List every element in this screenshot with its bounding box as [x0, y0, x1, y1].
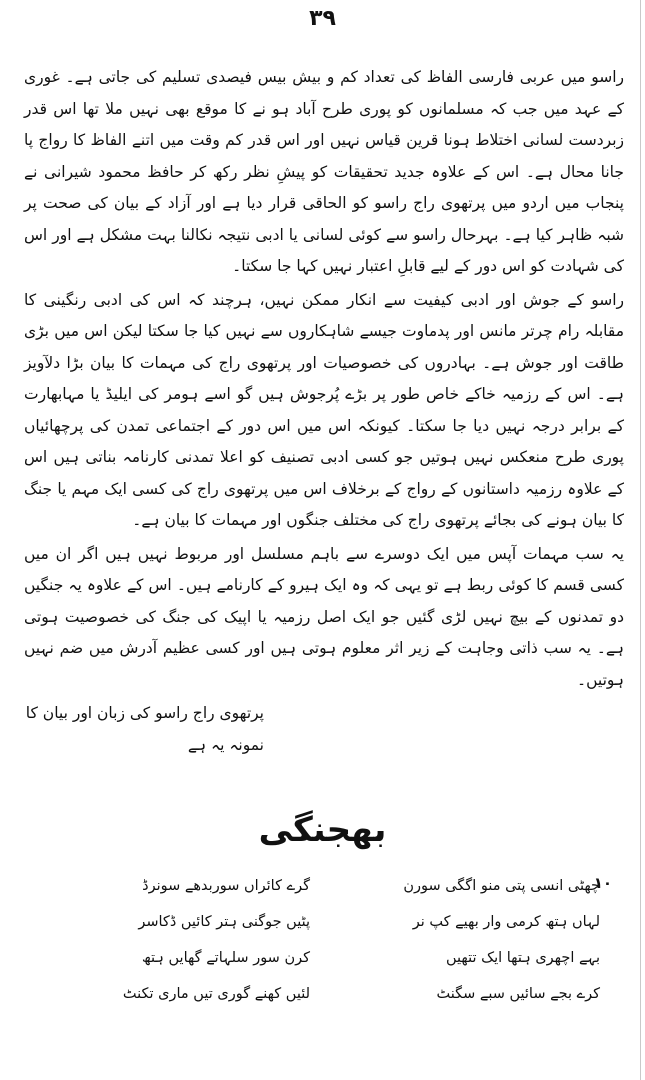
verse-hemistich-left: کرن سور سلہاتے گھایں ہتھ	[141, 950, 310, 966]
verse-line	[60, 904, 600, 940]
verse-number: ۱۰	[593, 874, 612, 892]
verse-hemistich-right: چھٹی انسی پتی منو اگگی سورن	[403, 878, 600, 894]
verse-hemistich-right: بہے اچھری ہتھا ایک تتھیں	[445, 950, 600, 966]
section-heading: بھجنگی	[258, 810, 387, 850]
verse-hemistich-left: پٹیں جوگنی ہتر کائیں ڈکاسر	[138, 914, 310, 930]
verse-hemistich-right: لہاں ہتھ کرمی وار بھیے کپ نر	[412, 914, 600, 930]
verse-hemistich-left: لئیں کھنے گوری تیں ماری تکنٹ	[122, 986, 310, 1002]
paragraph-1: راسو میں عربی فارسی الفاظ کی تعداد کم و بیش بیس فیصدی تسلیم کی جاتی ہے۔ غوری کے عہد میں جب کہ مسلمانوں کو پوری طرح آباد ہو نے کا موقع بھی نہیں ملا تھا اس قدر زبردست لسانی اختلاط ہونا قرین قیاس نہیں اور اس قدر کم وقت میں اتنے الفاظ کا رواج پا جانا محال ہے۔ اس کے علاوہ جدید تحقیقات کو پیشِ نظر رکھ کر حافظ محمود شیرانی نے پنجاب میں اردو میں پرتھوی راج راسو کو الحاقی قرار دیا ہے اور آزاد کے بیان کی صحت پر شبہ ظاہر کیا ہے۔ بہرحال راسو سے کوئی لسانی یا ادبی نتیجہ نکالنا بہت مشکل ہے اور اس کی شہادت کو اس دور کے لیے قابلِ اعتبار نہیں کہا جا سکتا۔	[24, 68, 624, 275]
verse-line	[60, 940, 600, 976]
page-edge-rule	[640, 0, 641, 1080]
verse-block	[60, 868, 612, 1012]
sample-intro-line: پرتھوی راج راسو کی زبان اور بیان کا نمونہ یہ ہے	[25, 704, 264, 754]
page-number: ۳۹	[309, 6, 336, 31]
paragraph-3: یہ سب مہمات آپس میں ایک دوسرے سے باہم مسلسل اور مربوط نہیں ہیں اگر ان میں کسی قسم کا کوئی ربط ہے تو یہی کہ وہ ایک ہیرو کے کارنامے ہیں۔ اس کے علاوہ یہ جنگیں دو تمدنوں کے بیچ نہیں لڑی گئیں جو ایک اصل رزمیہ یا اپیک کی جنگ کی خصوصیت ہوتی ہے۔ یہ سب ذاتی وجاہت کے زیر اثر معلوم ہوتی ہیں اور کسی عظیم آدرش میں ضم نہیں ہوتیں۔	[24, 544, 624, 689]
verse-hemistich-left: گرے کائراں سوربدھے سونرڈ	[142, 878, 310, 894]
verse-line	[60, 976, 600, 1012]
verse-line	[60, 868, 600, 904]
verse-hemistich-right: کرے بجے سائیں سبے سگنٹ	[436, 986, 600, 1002]
paragraph-2: راسو کے جوش اور ادبی کیفیت سے انکار ممکن نہیں، ہرچند کہ اس کی ادبی رنگینی کا مقابلہ رام چرتر مانس اور پدماوت جیسے شاہکاروں سے نہیں کیا جا سکتا لیکن اس میں بڑی طاقت اور جوش ہے۔ بہادروں کی خصوصیات اور پرتھوی راج کی مہمات کا بیان بڑا دلآویز ہے۔ اس کے رزمیہ خاکے خاص طور پر بڑے پُرجوش ہیں گو اسے ہومر کی ایلیڈ یا مہابھارت کے برابر درجہ نہیں دیا جا سکتا۔ کیونکہ اس میں اس دور کے اجتماعی تمدن کی پرچھائیاں پوری طرح منعکس نہیں ہوتیں جو کسی ادبی تصنیف کو اعلا تمدنی کارنامہ بناتی ہیں اس کے علاوہ رزمیہ داستانوں کے رواج کے برخلاف اس میں پرتھوی راج کی کسی ایک مہم یا جنگ کا بیان ہونے کی بجائے پرتھوی راج کی مختلف جنگوں اور مہمات کا بیان ہے۔	[24, 290, 624, 529]
body-text	[24, 62, 624, 761]
